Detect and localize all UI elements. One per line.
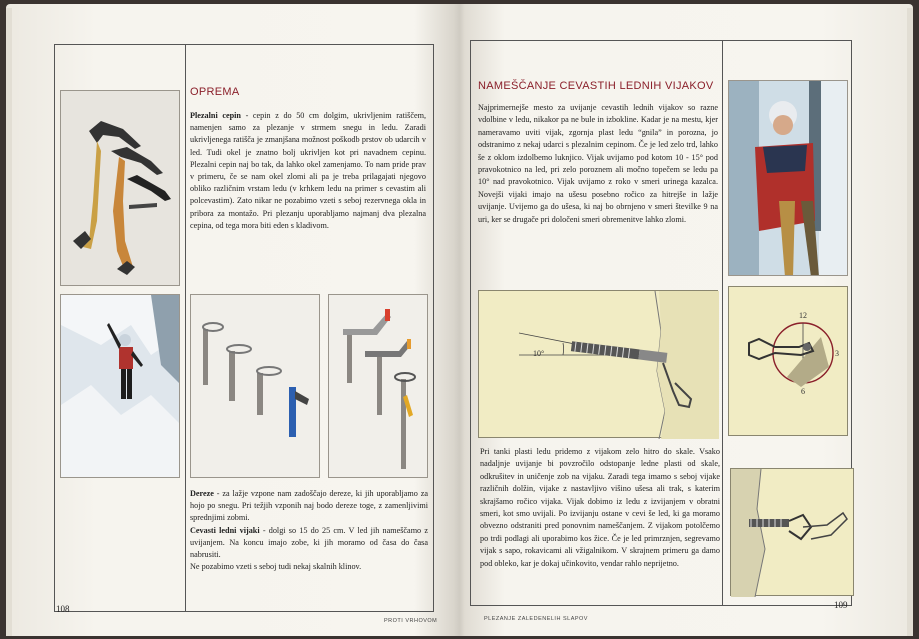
ice-screws-photo bbox=[190, 294, 320, 478]
screw-angle-diagram bbox=[478, 290, 718, 438]
page-edges-left bbox=[6, 8, 12, 636]
page-edges-right bbox=[907, 8, 913, 636]
climber-placing-screw-photo bbox=[728, 80, 848, 276]
crampons-term: Dereze bbox=[190, 489, 214, 498]
angle-label: 10° bbox=[533, 349, 545, 358]
left-page-lower-text bbox=[190, 488, 428, 588]
clock-orientation-illustration bbox=[729, 287, 849, 437]
ice-axes-photo bbox=[60, 90, 180, 286]
right-page-heading: NAMEŠČANJE CEVASTIH LEDNIH VIJAKOV bbox=[478, 80, 714, 92]
left-page-heading: OPREMA bbox=[190, 86, 240, 98]
right-page-intro-text: Najprimernejše mesto za uvijanje cevastih lednih vijakov so razne vdolbine v ledu, nikakor pa ne bule in izbokline. Kadar je na mestu, kjer nameravamo uviti vijak, zgornja plast ledu “gnila” in porozna, jo odstranimo z nekaj udarci s plezalnim cepinom. Če je led zelo trd, lahko še z oklom izdolbemo luknjico. Vijak uvijamo pod kotom 10 - 15° pod pravokotnico na led, pri zelo poroznem ali močno topečem se ledu pa 10° nad pravokotnico. Vijak uvijamo z roko v smeri urinega kazalca. Novejši vijaki imajo na ušesu posebno ročico za hitrejše in lažje uvijanje. Uvijemo ga do ušesa, ki naj bo obrnjeno v smeri številke 9 na uri, ker se drugače pri določeni smeri obremenitve lahko zlomi. bbox=[478, 103, 718, 224]
left-page-intro-text bbox=[190, 110, 426, 280]
shortened-screw-illustration bbox=[731, 469, 855, 597]
ice-screws-term: Cevasti ledni vijaki bbox=[190, 525, 260, 535]
left-page-column-divider bbox=[185, 44, 186, 612]
ice-screws-description: - dolgi so 15 do 25 cm. V led jih nameščamo z uvijanjem. Na koncu imajo zobe, ki jih moramo od časa do časa nabrusiti. bbox=[190, 525, 428, 560]
clock-label-12: 12 bbox=[799, 311, 807, 320]
clock-label-3: 3 bbox=[835, 349, 839, 358]
right-page-number: 109 bbox=[834, 600, 848, 610]
crampons-description: - za lažje vzpone nam zadoščajo dereze, ki jih uporabljamo za hojo po snegu. Pri težjih vzponih naj bodo dereze toge, z zamenljivimi sprednjimi zobmi. bbox=[190, 489, 428, 523]
right-page-lower-text: Pri tanki plasti ledu pridemo z vijakom zelo hitro do skale. Vsako nadaljnje uvijanje bi povzročilo odstopanje ledne plasti od skale, odkrušitev in uničenje zob na vijaku. Zaradi tega imamo s seboj vijake različnih dolžin, vijake z nastavljivo višino ušesa ali trak, s katerim skrajšamo ročico vijaka. Vijak dobimo iz ledu z izvijanjem v obratni smeri, kot smo uvijali. Po izvijanju ostane v cevi še led, ki ga moramo obvezno odstraniti pred ponovnim nameščanjem. Z vijakom potolčemo po trdi podlagi ali uporabimo kos žice. Če je led primrznjen, segrevamo vijak s sapo, rokavicami ali vžigalnikom. V skrajnem primeru ga damo pod obleko, kar je dokaj učinkovito, vendar rahlo neprijetno. bbox=[480, 447, 720, 568]
shortened-screw-diagram bbox=[730, 468, 854, 596]
ice-climber-photo bbox=[60, 294, 180, 478]
left-page-number: 108 bbox=[56, 604, 70, 614]
right-page-column-divider bbox=[722, 40, 723, 606]
clock-orientation-diagram bbox=[728, 286, 848, 436]
ice-axe-term: Plezalni cepin bbox=[190, 111, 241, 120]
ice-screws-with-handles-photo bbox=[328, 294, 428, 478]
ice-axe-description: - cepin z do 50 cm dolgim, ukrivljenim ratiščem, namenjen samo za plezanje v strmem snegu in ledu. Zaradi ukrivljenega ratišča je zmanjšana možnost poškodb prstov ob udarcih v led. Tudi okel je znatno bolj ukrivljen kot pri navadnem cepinu. Plezalni cepin naj bo tak, da lahko okel zamenjamo. To nam pride prav v primeru, če se nam okel zlomi ali pa je treba prilagajati njegovo obliko različnim vrstam ledu (v krhkem ledu na primer s cevastim ali polcevastim). Zato nikar ne pozabimo vzeti s seboj rezervnega okla in pribora za montažo. Pri plezanju uporabljamo najmanj dva plezalna cepina, od tega mora biti eden s kladivom. bbox=[190, 111, 426, 230]
rock-pitons-note: Ne pozabimo vzeti s seboj tudi nekaj skalnih klinov. bbox=[190, 562, 362, 572]
clock-label-6: 6 bbox=[801, 387, 805, 396]
left-running-head: PROTI VRHOVOM bbox=[384, 618, 438, 624]
right-running-head: PLEZANJE ZALEDENELIH SLAPOV bbox=[484, 616, 588, 622]
screw-angle-illustration bbox=[479, 291, 719, 439]
